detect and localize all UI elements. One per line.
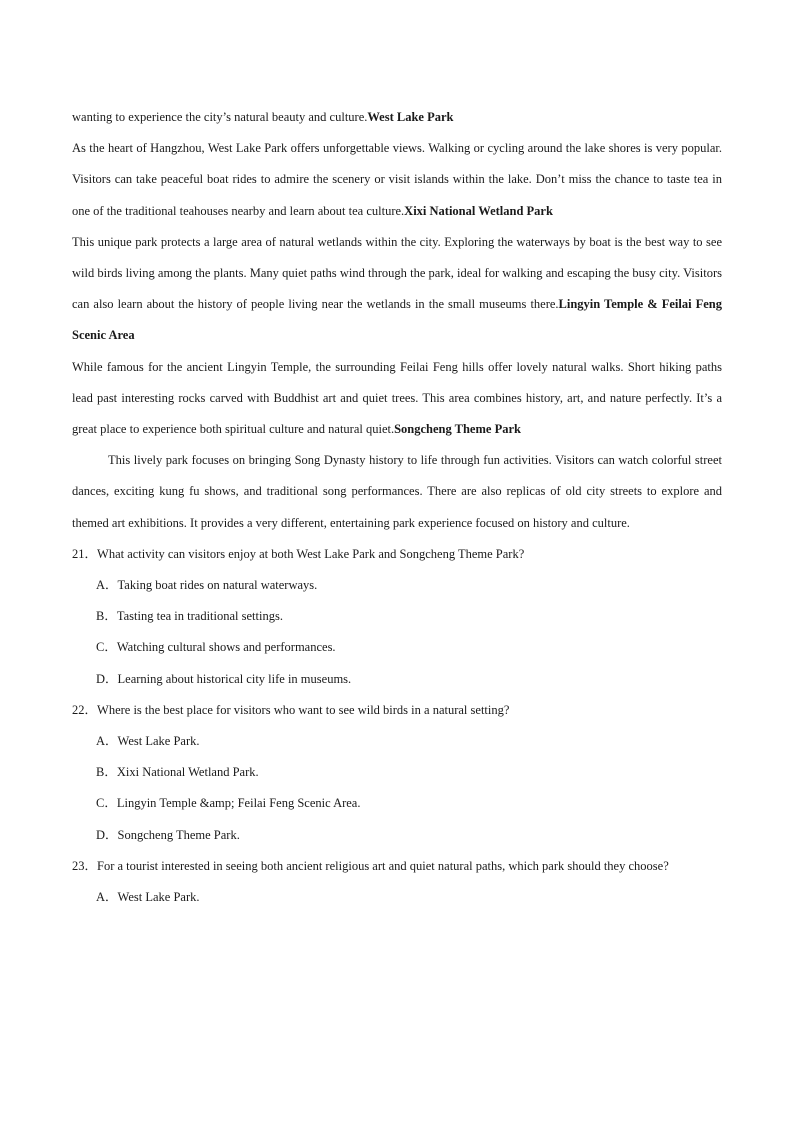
passage-paragraph: [72, 445, 722, 539]
option-text: Learning about historical city life in museums.: [117, 671, 352, 686]
option-a[interactable]: [72, 570, 722, 601]
question-number: 21．: [72, 546, 98, 561]
option-d[interactable]: [72, 664, 722, 695]
section-heading-songcheng: Songcheng Theme Park: [394, 422, 521, 437]
question-stem: [72, 851, 722, 882]
option-text: West Lake Park.: [117, 734, 200, 749]
section-text-songcheng: This lively park focuses on bringing Song Dynasty history to life through fun activities. Visitors can watch colorful street dances, exciting kung fu shows, and traditional song performances. There are also replicas of old city streets to explore and themed art exhibitions. It provides a very different, entertaining park experience focused on history and culture.: [72, 453, 722, 530]
option-d[interactable]: [72, 820, 722, 851]
option-text: Tasting tea in traditional settings.: [116, 609, 283, 624]
intro-tail: wanting to experience the city’s natural beauty and culture.: [72, 110, 368, 124]
option-label: C．: [96, 640, 117, 655]
section-text-lingyin: While famous for the ancient Lingyin Temple, the surrounding Feilai Feng hills offer lovely natural walks. Short hiking paths lead past interesting rocks carved with Buddhist art and quiet trees. This area combines history, art, and nature perfectly. It’s a great place to experience both spiritual culture and natural quiet.: [72, 359, 722, 437]
section-heading-xixi: Xixi National Wetland Park: [404, 203, 553, 218]
passage-paragraph: [72, 352, 722, 446]
section-heading-west-lake: West Lake Park: [367, 110, 454, 124]
option-label: D．: [96, 827, 118, 842]
section-heading-lingyin: Lingyin Temple & Feilai Feng Scenic Area: [72, 297, 722, 343]
option-text: Songcheng Theme Park.: [117, 827, 240, 842]
section-text-west-lake: As the heart of Hangzhou, West Lake Park offers unforgettable views. Walking or cycling around the lake shores is very popular. Visitors can take peaceful boat rides to admire the scenery or visit islands within the lake. Don’t miss the chance to taste tea in one of the traditional teahouses nearby and learn about tea culture.: [72, 141, 722, 218]
option-label: B．: [96, 609, 117, 624]
option-label: D．: [96, 671, 118, 686]
passage-paragraph: [72, 227, 722, 352]
question-21: [72, 539, 722, 695]
option-text: Taking boat rides on natural waterways.: [117, 578, 318, 593]
option-text: Xixi National Wetland Park.: [116, 765, 259, 780]
question-text: What activity can visitors enjoy at both West Lake Park and Songcheng Theme Park?: [97, 546, 525, 561]
option-text: Lingyin Temple &amp; Feilai Feng Scenic Area.: [116, 796, 361, 811]
passage-paragraph: [72, 133, 722, 227]
option-b[interactable]: [72, 601, 722, 632]
option-text: West Lake Park.: [117, 890, 200, 905]
question-stem: [72, 695, 722, 726]
question-number: 23．: [72, 858, 98, 873]
option-label: A．: [96, 890, 118, 905]
option-a[interactable]: [72, 882, 722, 913]
option-label: C．: [96, 796, 117, 811]
passage-paragraph: [72, 102, 722, 133]
option-label: A．: [96, 578, 118, 593]
option-b[interactable]: [72, 757, 722, 788]
option-label: A．: [96, 734, 118, 749]
question-23: [72, 851, 722, 913]
question-22: [72, 695, 722, 851]
question-text: For a tourist interested in seeing both ancient religious art and quiet natural paths, which park should they choose?: [97, 858, 669, 873]
section-text-xixi: This unique park protects a large area of natural wetlands within the city. Exploring the waterways by boat is the best way to see wild birds living among the plants. Many quiet paths wind through the park, ideal for walking and escaping the busy city. Visitors can also learn about the history of people living near the wetlands in the small museums there.: [72, 234, 722, 312]
option-c[interactable]: [72, 788, 722, 819]
option-text: Watching cultural shows and performances.: [116, 640, 336, 655]
question-text: Where is the best place for visitors who want to see wild birds in a natural setting?: [97, 702, 510, 717]
option-a[interactable]: [72, 726, 722, 757]
question-stem: [72, 539, 722, 570]
option-c[interactable]: [72, 632, 722, 663]
question-number: 22．: [72, 702, 98, 717]
option-label: B．: [96, 765, 117, 780]
